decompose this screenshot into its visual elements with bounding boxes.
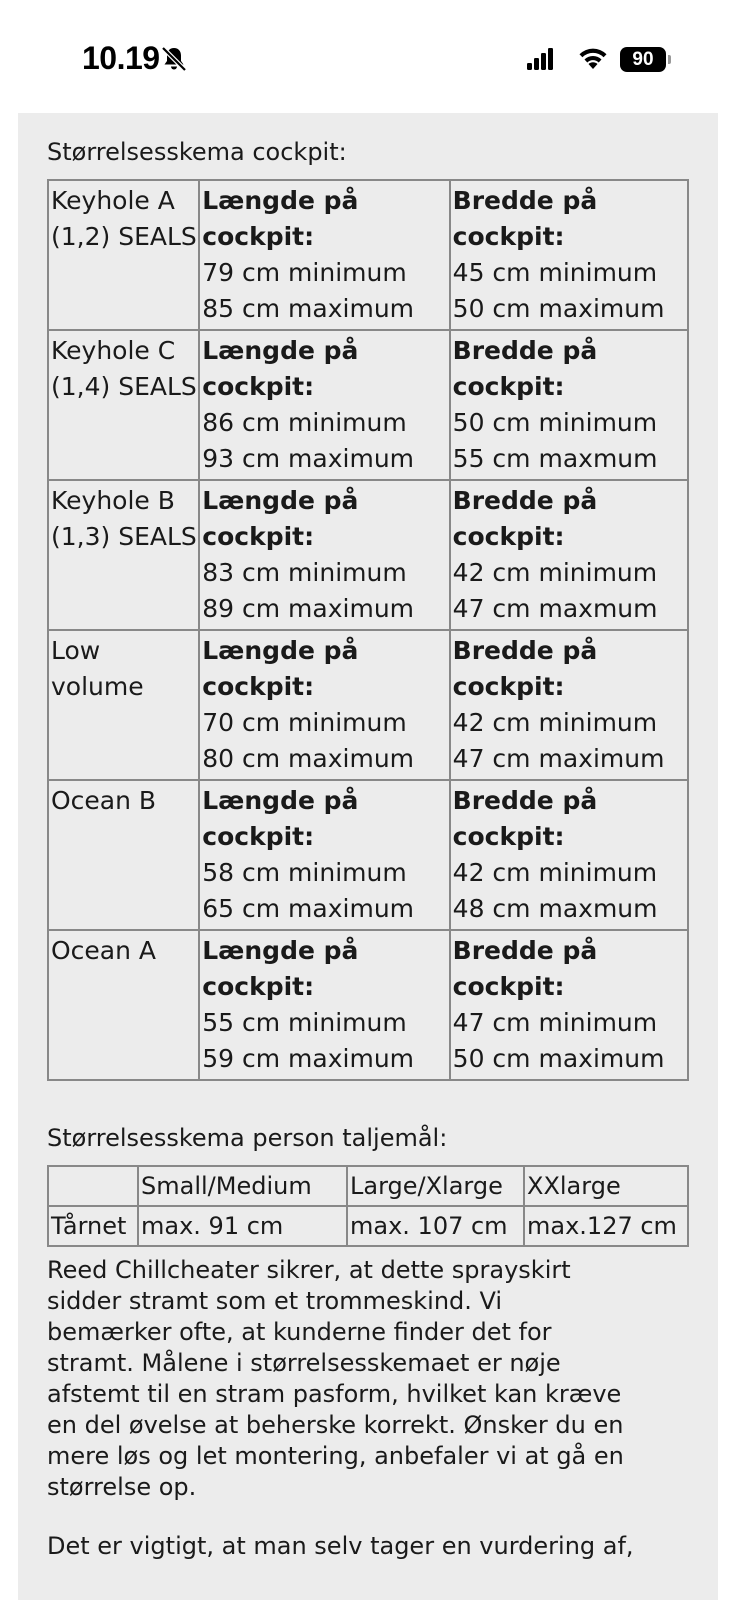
- width-value: 47 cm minimum: [452, 1008, 658, 1037]
- length-cell: [199, 630, 449, 780]
- length-label: Længde på: [202, 486, 359, 515]
- model-name: Ocean A: [51, 936, 157, 965]
- length-cell: [199, 780, 449, 930]
- paragraph-line: mere løs og let montering, anbefaler vi at gå en: [47, 1442, 624, 1470]
- cellular-signal-icon: [527, 48, 553, 70]
- width-value: 47 cm maxmum: [452, 594, 658, 623]
- length-cell: [199, 480, 449, 630]
- width-value: 45 cm minimum: [452, 258, 658, 287]
- width-label: Bredde på: [452, 336, 598, 365]
- length-cell: [199, 330, 449, 480]
- width-value: 55 cm maxmum: [452, 444, 658, 473]
- width-label: Bredde på: [452, 186, 598, 215]
- length-label: Længde på: [202, 186, 359, 215]
- length-label: cockpit:: [202, 672, 315, 701]
- length-label: Længde på: [202, 336, 359, 365]
- width-label: Bredde på: [452, 486, 598, 515]
- paragraph-line: afstemt til en stram pasform, hvilket kan kræve: [47, 1380, 622, 1408]
- table-header-cell: Small/Medium: [138, 1166, 347, 1206]
- width-label: cockpit:: [452, 972, 565, 1001]
- model-cell: [48, 630, 199, 780]
- page-content: [18, 113, 718, 1600]
- length-value: 89 cm maximum: [202, 594, 415, 623]
- length-cell: [199, 930, 449, 1080]
- width-value: 50 cm maximum: [452, 1044, 665, 1073]
- paragraph-line: bemærker ofte, at kunderne finder det for: [47, 1318, 552, 1346]
- width-cell: [450, 630, 688, 780]
- length-label: cockpit:: [202, 222, 315, 251]
- width-value: 50 cm minimum: [452, 408, 658, 437]
- bell-slash-icon: [160, 45, 188, 73]
- model-name: (1,4) SEALS: [51, 372, 197, 401]
- clock: 10.19: [82, 40, 160, 76]
- wifi-icon: [577, 44, 609, 70]
- width-label: cockpit:: [452, 372, 565, 401]
- table-cell: max. 91 cm: [138, 1206, 347, 1246]
- width-value: 48 cm maxmum: [452, 894, 658, 923]
- width-cell: [450, 480, 688, 630]
- width-label: cockpit:: [452, 522, 565, 551]
- person-size-table: [47, 1165, 689, 1247]
- length-value: 85 cm maximum: [202, 294, 415, 323]
- paragraph-line: sidder stramt som et trommeskind. Vi: [47, 1287, 503, 1315]
- table-header-row: [48, 1166, 688, 1206]
- table-header-cell: Large/Xlarge: [347, 1166, 524, 1206]
- person-table-caption: Størrelsesskema person taljemål:: [47, 1124, 448, 1152]
- table-row: [48, 1206, 688, 1246]
- width-value: 42 cm minimum: [452, 558, 658, 587]
- model-cell: [48, 780, 199, 930]
- cockpit-size-table: [47, 179, 689, 1081]
- width-label: cockpit:: [452, 822, 565, 851]
- length-label: cockpit:: [202, 822, 315, 851]
- model-name: Low: [51, 636, 101, 665]
- model-cell: [48, 480, 199, 630]
- width-cell: [450, 180, 688, 330]
- table-row: [48, 630, 688, 780]
- length-value: 80 cm maximum: [202, 744, 415, 773]
- battery-icon: 90: [620, 47, 666, 72]
- status-bar: [0, 0, 736, 112]
- table-row: [48, 780, 688, 930]
- length-label: cockpit:: [202, 972, 315, 1001]
- length-label: cockpit:: [202, 372, 315, 401]
- paragraph-line: størrelse op.: [47, 1473, 197, 1501]
- width-value: 50 cm maximum: [452, 294, 665, 323]
- table-row: [48, 480, 688, 630]
- width-label: Bredde på: [452, 936, 598, 965]
- model-name: (1,2) SEALS: [51, 222, 197, 251]
- paragraph-line: en del øvelse at beherske korrekt. Ønsker du en: [47, 1411, 624, 1439]
- length-value: 65 cm maximum: [202, 894, 415, 923]
- table-cell: Tårnet: [48, 1206, 138, 1246]
- width-cell: [450, 330, 688, 480]
- model-name: Keyhole A: [51, 186, 175, 215]
- width-label: cockpit:: [452, 672, 565, 701]
- model-cell: [48, 930, 199, 1080]
- battery-cap: [668, 55, 671, 64]
- table-row: [48, 930, 688, 1080]
- width-cell: [450, 780, 688, 930]
- model-name: (1,3) SEALS: [51, 522, 197, 551]
- model-name: Keyhole C: [51, 336, 176, 365]
- table-row: [48, 180, 688, 330]
- length-label: Længde på: [202, 636, 359, 665]
- length-cell: [199, 180, 449, 330]
- length-label: Længde på: [202, 936, 359, 965]
- width-value: 47 cm maximum: [452, 744, 665, 773]
- cockpit-table-caption: Størrelsesskema cockpit:: [47, 138, 347, 166]
- assessment-paragraph: Det er vigtigt, at man selv tager en vurdering af,: [47, 1532, 634, 1560]
- model-cell: [48, 180, 199, 330]
- paragraph-line: Reed Chillcheater sikrer, at dette sprayskirt: [47, 1256, 571, 1284]
- width-label: Bredde på: [452, 636, 598, 665]
- width-value: 42 cm minimum: [452, 708, 658, 737]
- length-label: cockpit:: [202, 522, 315, 551]
- table-header-cell: [48, 1166, 138, 1206]
- length-label: Længde på: [202, 786, 359, 815]
- table-row: [48, 330, 688, 480]
- length-value: 59 cm maximum: [202, 1044, 415, 1073]
- table-cell: max.127 cm: [524, 1206, 688, 1246]
- length-value: 93 cm maximum: [202, 444, 415, 473]
- width-cell: [450, 930, 688, 1080]
- length-value: 70 cm minimum: [202, 708, 407, 737]
- model-name: volume: [51, 672, 144, 701]
- model-name: Keyhole B: [51, 486, 175, 515]
- width-label: Bredde på: [452, 786, 598, 815]
- length-value: 55 cm minimum: [202, 1008, 407, 1037]
- table-header-cell: XXlarge: [524, 1166, 688, 1206]
- model-name: Ocean B: [51, 786, 157, 815]
- length-value: 79 cm minimum: [202, 258, 407, 287]
- paragraph-line: stramt. Målene i størrelsesskemaet er nøje: [47, 1349, 561, 1377]
- width-value: 42 cm minimum: [452, 858, 658, 887]
- model-cell: [48, 330, 199, 480]
- length-value: 86 cm minimum: [202, 408, 407, 437]
- length-value: 83 cm minimum: [202, 558, 407, 587]
- fit-description-paragraph: [47, 1255, 689, 1503]
- length-value: 58 cm minimum: [202, 858, 407, 887]
- table-cell: max. 107 cm: [347, 1206, 524, 1246]
- width-label: cockpit:: [452, 222, 565, 251]
